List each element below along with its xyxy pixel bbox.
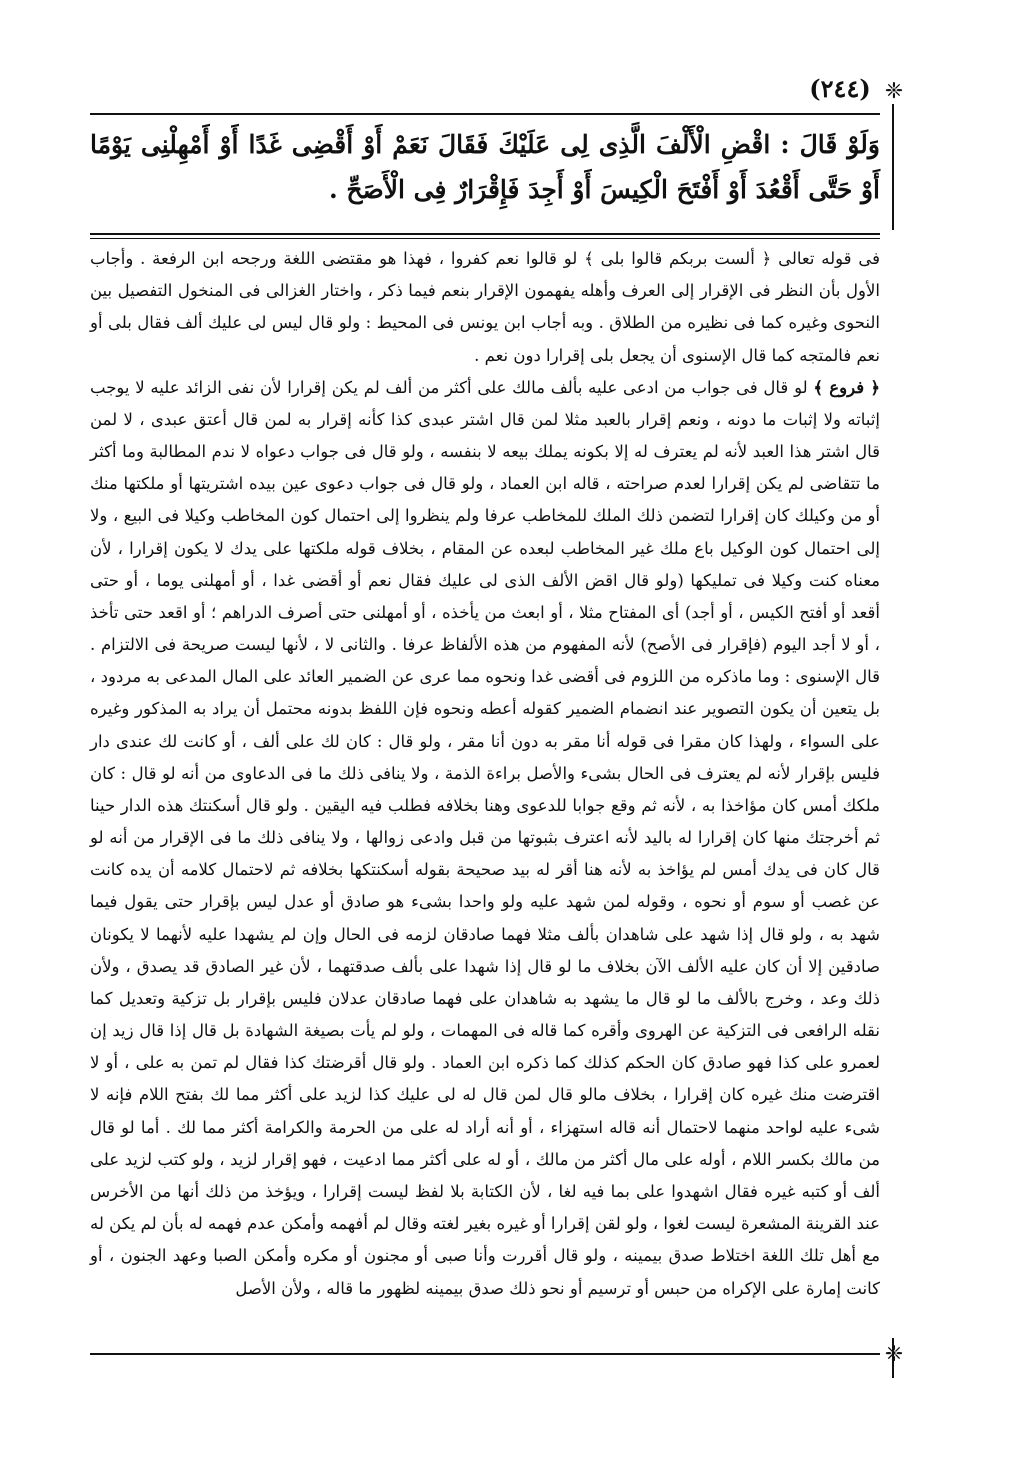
header-rule: [90, 113, 880, 115]
commentary-text-2: لو قال فى جواب من ادعى عليه بألف مالك على أكثر من ألف لم يكن إقرارا لأن نفى الزائد عليه لا يوجب إثباته ولا إثبات ما دونه ، ونعم إقرار بالعبد مثلا لمن قال اشتر عبدى كذا كأنه إقرار به لمن قال أعتق عبدى ، لا لمن قال اشتر هذا العبد لأنه لم يعترف له إلا بكونه يملك بيعه لا بنفسه ، ولو قال فى جواب دعواه لا ندم المطالبة وما أكثر ما تتقاضى لم يكن إقرارا لعدم صراحته ، قاله ابن العماد ، ولو قال فى جواب دعوى عين بيده اشتريتها أو ملكتها منك أو من وكيلك كان إقرارا لتضمن ذلك الملك للمخاطب عرفا ولم ينظروا إلى احتمال كون المخاطب وكيلا فى البيع ، ولا إلى احتمال كون الوكيل باع ملك غير المخاطب لبعده عن المقام ، بخلاف قوله ملكتها على يدك لا يكون إقرارا ، لأن معناه كنت وكيلا فى تمليكها (ولو قال اقض الألف الذى لى عليك فقال نعم أو أقضى غدا ، أو أمهلنى يوما ، أو حتى أقعد أو أفتح الكيس ، أو أجد) أى المفتاح مثلا ، أو ابعث من يأخذه ، أو أمهلنى حتى أصرف الدراهم ؛ أو اقعد حتى تأخذ ، أو لا أجد اليوم (فإقرار فى الأصح) لأنه المفهوم من هذه الألفاظ عرفا . والثانى لا ، لأنها ليست صريحة فى الالتزام . قال الإسنوى : وما ماذكره من اللزوم فى أقضى غدا ونحوه مما عرى عن الضمير العائد على المال المدعى به مردود ، بل يتعين أن يكون التصوير عند انضمام الضمير كقوله أعطه ونحوه فإن اللفظ بدونه محتمل أن يراد به المذكور وغيره على السواء ، ولهذا كان مقرا فى قوله أنا مقر به دون أنا مقر ، ولو قال : كان لك على ألف ، أو كانت لك عندى دار فليس بإقرار لأنه لم يعترف فى الحال بشىء والأصل براءة الذمة ، ولا ينافى ذلك ما فى الدعاوى من أنه لو قال : كان ملكك أمس كان مؤاخذا به ، لأنه ثم وقع جوابا للدعوى وهنا بخلافه فطلب فيه اليقين . ولو قال أسكنتك هذه الدار حينا ثم أخرجتك منها كان إقرارا له باليد لأنه اعترف بثبوتها من قبل وادعى زوالها ، ولا ينافى ذلك ما فى الإقرار من أنه لو قال كان فى يدك أمس لم يؤاخذ به لأنه هنا أقر له بيد صحيحة بقوله أسكنتكها بخلافه ثم لاحتمال كلامه أن يده كانت عن غصب أو سوم أو نحوه ، وقوله لمن شهد عليه ولو واحدا بشىء هو صادق أو عدل ليس بإقرار حتى يقول فيما شهد به ، ولو قال إذا شهد على شاهدان بألف مثلا فهما صادقان لزمه فى الحال وإن لم يشهدا عليه لأنهما لا يكونان صادقين إلا أن كان عليه الألف الآن بخلاف ما لو قال إذا شهدا على بألف صدقتهما ، لأن غير الصادق قد يصدق ، ولأن ذلك وعد ، وخرج بالألف ما لو قال ما يشهد به شاهدان على فهما صادقان عدلان فليس بإقرار بل تزكية وتعديل كما نقله الرافعى فى التزكية عن الهروى وأقره كما قاله فى المهمات ، ولو لم يأت بصيغة الشهادة بل قال إذا قال زيد إن لعمرو على كذا فهو صادق كان الحكم كذلك كما ذكره ابن العماد . ولو قال أقرضتك كذا فقال لم تمن به على ، أو لا اقترضت منك غيره كان إقرارا ، بخلاف مالو قال لمن قال له لى عليك كذا لزيد على أكثر مما لك بفتح اللام فإنه لا شىء عليه لواحد منهما لاحتمال أنه قاله استهزاء ، أو أنه أراد له على من الحرمة والكرامة أكثر مما لك . أما لو قال من مالك بكسر اللام ، أوله على مال أكثر من مالك ، أو له على أكثر مما ادعيت ، فهو إقرار لزيد ، ولو كتب لزيد على ألف أو كتبه غيره فقال اشهدوا على بما فيه لغا ، لأن الكتابة بلا لفظ ليست إقرارا ، ويؤخذ من ذلك أنها من الأخرس عند القرينة المشعرة ليست لغوا ، ولو لقن إقرارا أو غيره بغير لغته وقال لم أفهمه وأمكن عدم فهمه له بأن لم يكن له مع أهل تلك اللغة اختلاط صدق بيمينه ، ولو قال أقررت وأنا صبى أو مجنون أو مكره وأمكن الصبا وعهد الجنون ، أو كانت إمارة على الإكراه من حبس أو ترسيم أو نحو ذلك صدق بيمينه لظهور ما قاله ، ولأن الأصل: [90, 377, 880, 1298]
separator-rule-1: [90, 233, 880, 235]
commentary: [90, 243, 880, 1305]
separator-rule-2: [90, 238, 880, 239]
furu-label: ﴿ فروع ﴾: [813, 377, 881, 397]
ornament-bottom-right-icon: ❈: [884, 1342, 904, 1367]
commentary-paragraph-2: [90, 372, 880, 1305]
footer-rule: [90, 1353, 880, 1355]
commentary-paragraph-1: فى قوله تعالى ﴿ ألست بربكم قالوا بلى ﴾ لو قالوا نعم كفروا ، فهذا هو مقتضى اللغة ورجحه ابن الرفعة . وأجاب الأول بأن النظر فى الإقرار إلى العرف وأهله يفهمون الإقرار بنعم فيما ذكر ، واختار الغزالى فى المنخول التفصيل بين النحوى وغيره كما فى نظيره من الطلاق . وبه أجاب ابن يونس فى المحيط : ولو قال ليس لى عليك ألف فقال بلى أو نعم فالمتجه كما قال الإسنوى أن يجعل بلى إقرارا دون نعم .: [90, 249, 880, 365]
matn-text: وَلَوْ قَالَ : اقْضِ الْأَلْفَ الَّذِى لِى عَلَيْكَ فَقَالَ نَعَمْ أَوْ أَقْضِى غَدًا أَوْ أَمْهِلْنِى يَوْمًا أَوْ حَتَّى أَقْعُدَ أَوْ أَفْتَحَ الْكِيسَ أَوْ أَجِدَ فَإِقْرَارٌ فِى الْأَصَحِّ .: [90, 130, 880, 204]
vertical-rule-top: [892, 104, 894, 230]
page-number: (٢٤٤): [809, 74, 871, 103]
ornament-top-right-icon: ❈: [884, 79, 904, 104]
